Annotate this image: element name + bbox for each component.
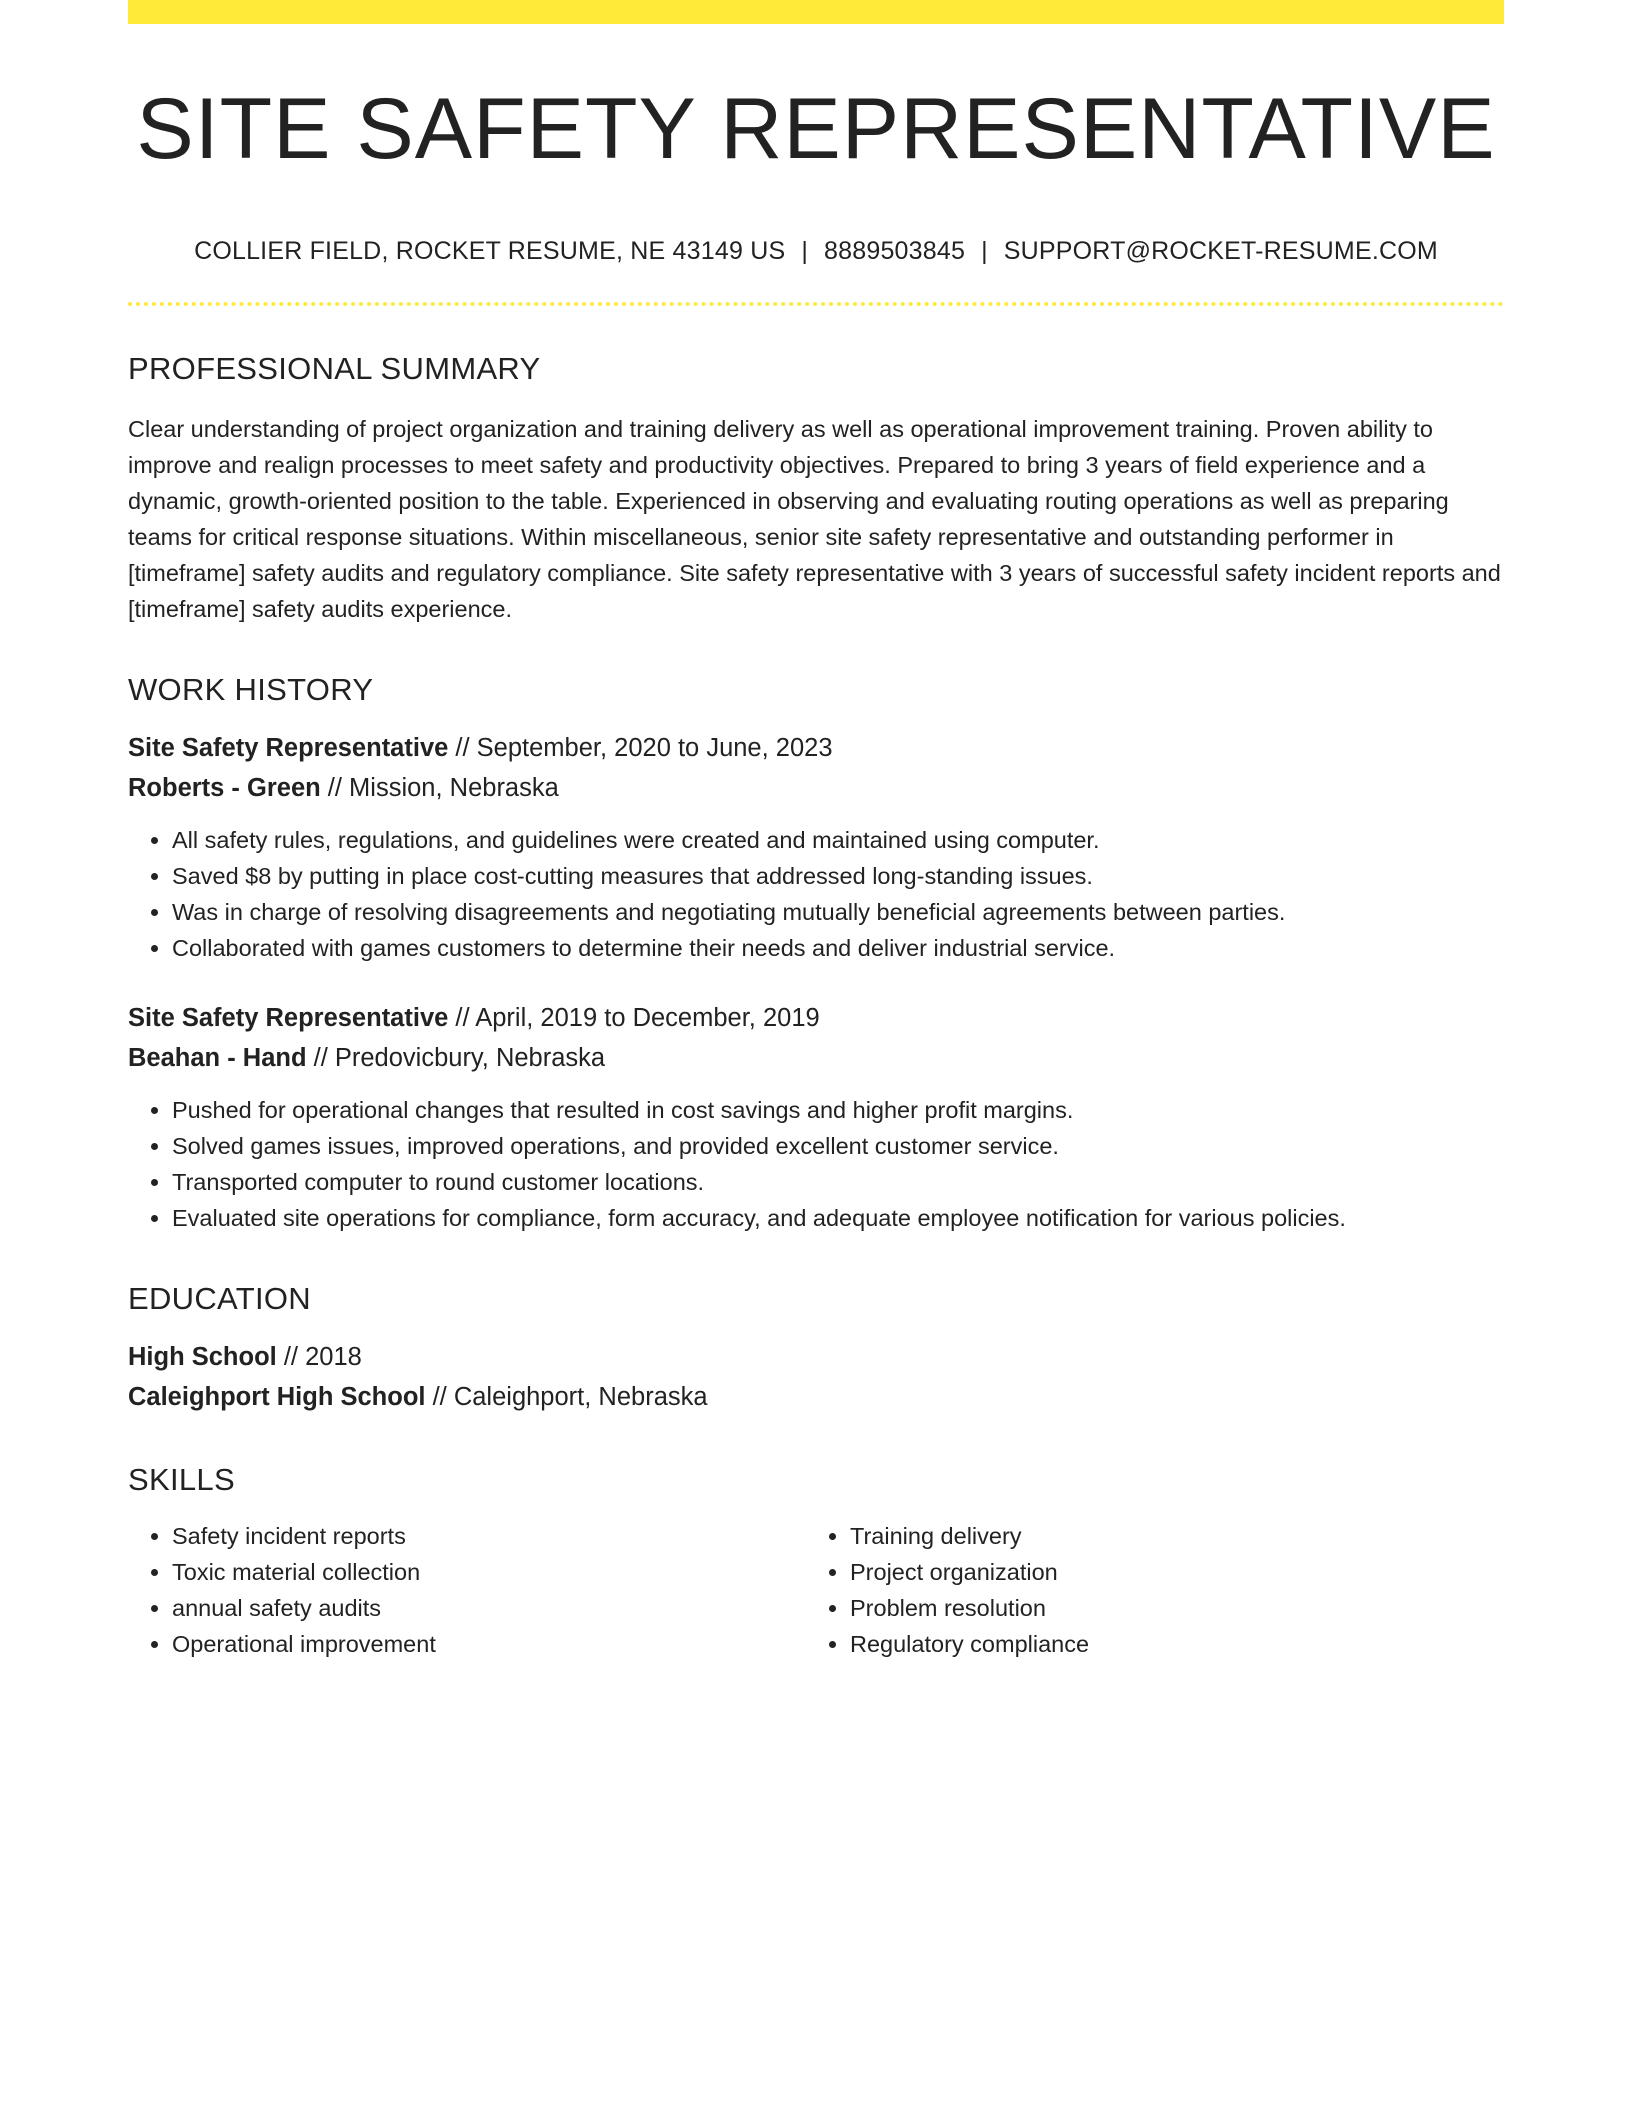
education-location: // Caleighport, Nebraska — [425, 1383, 708, 1412]
list-item: • Training delivery — [850, 1518, 1484, 1554]
job-bullets — [128, 1092, 1504, 1236]
list-item: • Was in charge of resolving disagreements and negotiating mutually beneficial agreements between parties. — [172, 894, 1504, 930]
skills-list-left — [128, 1518, 806, 1662]
list-item: • Collaborated with games customers to determine their needs and deliver industrial service. — [172, 930, 1504, 966]
job-title: Site Safety Representative — [128, 1003, 449, 1032]
job-title-line — [128, 998, 1504, 1038]
job-title: Site Safety Representative — [128, 733, 449, 762]
list-item: • Project organization — [850, 1554, 1484, 1590]
skills-list-right — [806, 1518, 1484, 1662]
job-dates: // April, 2019 to December, 2019 — [448, 1003, 820, 1032]
contact-address: COLLIER FIELD, ROCKET RESUME, NE 43149 US — [194, 236, 786, 265]
section-heading: WORK HISTORY — [128, 671, 374, 707]
education-school-line — [128, 1377, 1504, 1417]
job-location: // Predovicbury, Nebraska — [306, 1043, 606, 1072]
section-heading: EDUCATION — [128, 1280, 311, 1316]
contact-separator: | — [801, 236, 809, 265]
summary-text: Clear understanding of project organization and training delivery as well as operational improvement training. Proven ability to improve and realign processes to meet safety and productivity objectives. Prepared to bring 3 years of field experience and a dynamic, growth-oriented position to the table. Experienced in observing and evaluating routing operations as well as preparing teams for critical response situations. Within miscellaneous, senior site safety representative and outstanding performer in [timeframe] safety audits and regulatory compliance. Site safety representative with 3 years of successful safety incident reports and [timeframe] safety audits experience. — [128, 415, 1501, 622]
list-item: • Transported computer to round customer locations. — [172, 1164, 1504, 1200]
list-item: • Saved $8 by putting in place cost-cutting measures that addressed long-standing issues. — [172, 858, 1504, 894]
job-company-line — [128, 768, 1504, 808]
contact-line — [128, 237, 1504, 266]
accent-top-bar — [128, 0, 1504, 24]
education-section — [128, 1280, 1504, 1417]
contact-phone: 8889503845 — [824, 236, 966, 265]
job-bullets — [128, 822, 1504, 966]
education-year: // 2018 — [276, 1343, 362, 1372]
work-history-section — [128, 671, 1504, 1236]
job-dates: // September, 2020 to June, 2023 — [448, 733, 833, 762]
contact-separator: | — [981, 236, 988, 265]
job-location: // Mission, Nebraska — [320, 773, 559, 802]
list-item: • annual safety audits — [172, 1590, 806, 1626]
dotted-divider — [128, 302, 1504, 306]
job-entry — [128, 728, 1504, 966]
education-degree-line — [128, 1337, 1504, 1377]
job-title-line — [128, 728, 1504, 768]
resume-name: SITE SAFETY REPRESENTATIVE — [136, 81, 1496, 177]
list-item: • Operational improvement — [172, 1626, 806, 1662]
list-item: • Pushed for operational changes that resulted in cost savings and higher profit margins. — [172, 1092, 1504, 1128]
list-item: • Evaluated site operations for compliance, form accuracy, and adequate employee notification for various policies. — [172, 1200, 1504, 1236]
list-item: • Solved games issues, improved operations, and provided excellent customer service. — [172, 1128, 1504, 1164]
skills-columns — [128, 1518, 1504, 1662]
education-school: Caleighport High School — [128, 1383, 426, 1412]
list-item: • Toxic material collection — [172, 1554, 806, 1590]
job-company: Roberts - Green — [128, 773, 321, 802]
list-item: • Problem resolution — [850, 1590, 1484, 1626]
list-item: • Safety incident reports — [172, 1518, 806, 1554]
skills-section — [128, 1461, 1504, 1662]
resume-page — [128, 0, 1504, 1662]
section-heading: SKILLS — [128, 1462, 235, 1498]
job-company-line — [128, 1038, 1504, 1078]
job-entry — [128, 998, 1504, 1236]
summary-section — [128, 350, 1504, 627]
section-heading: PROFESSIONAL SUMMARY — [128, 350, 541, 386]
list-item: • All safety rules, regulations, and guidelines were created and maintained using computer. — [172, 822, 1504, 858]
contact-email: SUPPORT@ROCKET-RESUME.COM — [1003, 236, 1438, 265]
job-company: Beahan - Hand — [128, 1043, 307, 1072]
education-degree: High School — [128, 1343, 277, 1372]
list-item: • Regulatory compliance — [850, 1626, 1484, 1662]
